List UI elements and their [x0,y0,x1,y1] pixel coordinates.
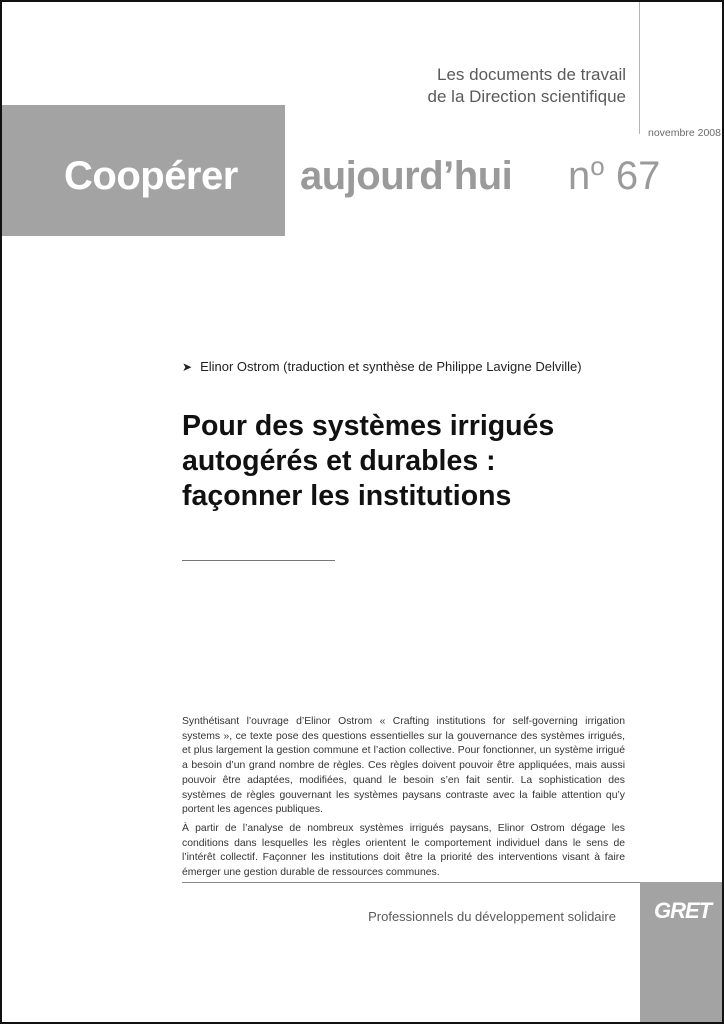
document-title-line-2: autogérés et durables : [182,445,496,477]
footer-divider [182,882,640,883]
series-title [428,64,626,108]
document-title [182,409,652,514]
abstract [182,715,625,885]
header-divider [639,2,640,134]
gret-logo: GRET [654,898,712,923]
abstract-paragraph-2: À partir de l’analyse de nombreux systèmes irrigués paysans, Elinor Ostrom dégage les conditions dans lesquelles les règles orientent le comportement individuel dans le sens de l’intérêt collectif. Façonner les institutions doit être la priorité des interventions visant à faire émerger une gestion durable de ressources communes. [182,822,625,879]
masthead-title: Coopérer [64,154,238,198]
author-text: Elinor Ostrom (traduction et synthèse de Philippe Lavigne Delville) [200,359,582,374]
series-line-1: Les documents de travail [437,65,626,84]
arrow-icon: ➤ [182,360,193,374]
abstract-paragraph-1: Synthétisant l’ouvrage d’Elinor Ostrom « Crafting institutions for self-governing irrigation systems », ce texte pose des questions essentielles sur la gouvernance des systèmes irrigués, et plus largement la gestion commune et l’action collective. Pour fonctionner, un système irrigué a besoin d’un grand nombre de règles. Ces règles doivent pouvoir être appliquées, mais aussi pouvoir être adaptées, modifiées, quand le besoin s’en fait sentir. La sophistication des systèmes de règles gouvernant les systèmes paysans contraste avec la faible attention qu’y portent les agences publiques. [182,716,625,816]
issue-number [568,151,661,199]
issue-value: 67 [615,154,661,198]
footer-tagline: Professionnels du développement solidaire [368,909,616,924]
document-title-line-1: Pour des systèmes irrigués [182,410,555,442]
document-title-line-3: façonner les institutions [182,480,512,512]
issue-prefix: n [568,154,591,198]
publication-date: novembre 2008 [648,127,721,139]
author-line [182,359,582,374]
masthead-subtitle: aujourd’hui [300,154,513,198]
series-line-2: de la Direction scientifique [427,87,626,106]
issue-superscript: o [590,151,605,181]
title-divider [182,560,335,561]
